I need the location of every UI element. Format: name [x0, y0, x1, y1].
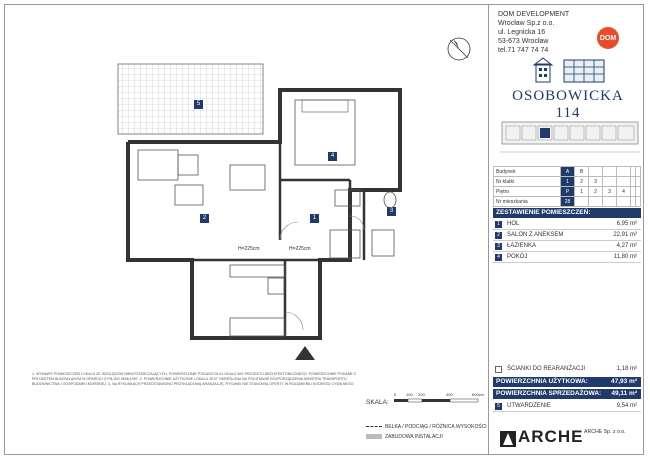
sales-area-name: POWIERZCHNIA SPRZEDAŻOWA:	[496, 390, 602, 397]
room-area: 6,95 m²	[616, 221, 637, 227]
room-row	[493, 241, 641, 252]
room-label-5: 5	[194, 100, 203, 109]
info-cell: 4	[617, 187, 631, 197]
developer-company: Wrocław Sp.z o.o.	[498, 20, 555, 27]
usable-area-value: 47,93 m²	[610, 378, 637, 385]
room-label-2: 2	[200, 214, 209, 223]
legend-item-beam	[366, 422, 487, 432]
room-row	[493, 219, 641, 230]
room-area: 11,80 m²	[613, 254, 637, 260]
sales-area-row	[493, 389, 641, 399]
outdoor-name: UTWARDZENIE	[507, 403, 551, 409]
scale-label: SKALA:	[366, 399, 389, 406]
info-cell: 3	[603, 187, 617, 197]
key-plan-icon	[500, 108, 640, 158]
rooms-header: ZESTAWIENIE POMIESZCZEŃ:	[493, 208, 641, 218]
project-title: OSOBOWICKA 114	[512, 88, 624, 121]
room-row	[493, 230, 641, 241]
info-label: Piętro	[494, 187, 561, 197]
hatch-swatch	[495, 366, 502, 373]
room-number-badge: 4	[495, 254, 502, 261]
developer-phone: tel.71 747 74 74	[498, 47, 549, 54]
building-illustration-icon	[530, 56, 610, 84]
info-row-apartment	[494, 197, 641, 207]
info-cell: 2	[575, 177, 589, 187]
terrace-area	[118, 64, 263, 134]
room-name: SALON Z ANEKSEM	[507, 232, 564, 238]
scale-tick: 200	[418, 392, 425, 397]
scale-bar-icon	[392, 390, 488, 410]
legend-item-installation	[366, 432, 487, 442]
room-number-badge: 1	[495, 221, 502, 228]
legend-label: ZABUDOWA INSTALACJI	[385, 434, 443, 440]
height-label: H=225cm	[238, 246, 260, 252]
room-label-4: 4	[328, 152, 337, 161]
room-number-badge: 5	[495, 403, 502, 410]
info-cell: P	[561, 187, 575, 197]
info-row-building	[494, 167, 641, 177]
apartment-info-table	[493, 166, 641, 207]
info-cell: 1	[561, 177, 575, 187]
info-cell: A	[561, 167, 575, 177]
room-area: 22,91 m²	[613, 232, 637, 238]
room-label-1: 1	[310, 214, 319, 223]
walls-name: ŚCIANKI DO REARANŻACJI	[507, 366, 586, 372]
legend-swatch	[366, 426, 382, 427]
info-label: Nr mieszkania	[494, 197, 561, 207]
room-number-badge: 3	[495, 243, 502, 250]
info-label: Nr klatki	[494, 177, 561, 187]
arche-name: ARCHE	[518, 427, 584, 446]
room-name: POKÓJ	[507, 254, 528, 260]
outdoor-row	[493, 401, 641, 412]
outdoor-area: 9,54 m²	[616, 403, 637, 409]
usable-area-name: POWIERZCHNIA UŻYTKOWA:	[496, 378, 588, 385]
sales-area-value: 49,11 m²	[611, 390, 637, 397]
developer-info	[498, 10, 569, 55]
room-number-badge: 2	[495, 232, 502, 239]
info-row-staircase	[494, 177, 641, 187]
walls-rearrangement-row	[493, 364, 641, 375]
walls-area: 1,18 m²	[616, 366, 637, 372]
info-cell: 2	[589, 187, 603, 197]
info-cell: 1	[575, 187, 589, 197]
arche-company: ARCHE Sp. z o.o.	[584, 429, 626, 435]
room-name: ŁAZIENKA	[507, 243, 537, 249]
height-label: H=225cm	[289, 246, 311, 252]
developer-city: 53-673 Wrocław	[498, 38, 549, 45]
scale-tick: 600cm	[472, 392, 485, 397]
info-cell: 28	[561, 197, 575, 207]
legend-label: BELKA / PODCIĄG / RÓŻNICA WYSOKOŚCI	[385, 424, 487, 430]
scale-tick: 100	[406, 392, 413, 397]
scale-tick: 0	[394, 392, 397, 397]
legend-swatch	[366, 434, 382, 439]
sidebar-divider	[488, 4, 489, 455]
room-name: HOL	[507, 221, 520, 227]
legend	[366, 422, 487, 442]
info-row-floor	[494, 187, 641, 197]
room-area: 4,27 m²	[616, 243, 637, 249]
dom-logo-icon	[592, 26, 624, 50]
developer-street: ul. Legnicka 16	[498, 29, 546, 36]
usable-area-row	[493, 377, 641, 387]
info-cell: 3	[589, 177, 603, 187]
developer-name: DOM DEVELOPMENT	[498, 11, 570, 18]
info-label: Budynek	[494, 167, 561, 177]
dom-logo-text: DOM	[599, 35, 617, 42]
info-cell: B	[575, 167, 589, 177]
scale-tick: 400	[446, 392, 453, 397]
notes-text: 1. WYMIARY POMIESZCZEŃ LOKALU ZE WZGLĘDÓW NIEWYSTARCZAJĄCYCH, POWIERZCHNIE PODANO DLA LOKALU WG PROJEKTU ARCHITEKTONICZNEGO. POWIERZCHNIE PODANE Z PROJEKTEM BUDOWLANYM W OPARCIU O PN-ISO 9836:1997. 2. POWIERZCHNIE UŻYTKOWE LOKALU JEST OKREŚLONA NA PODSTAWIE ROZPORZĄDZENIA MINISTRA TRANSPORTU, BUDOWNICTWA I GOSPODARKI MORSKIEJ. 3. NA RYSUNKACH PRZEDSTAWIONO PRZYKŁADOWĄ ARANŻACJĘ. RYSUNKI NIE STANOWIĄ OFERTY W ROZUMIENIU KODEKSU CYWILNEGO.	[32, 372, 357, 386]
room-label-3: 3	[387, 207, 396, 216]
room-row	[493, 252, 641, 263]
